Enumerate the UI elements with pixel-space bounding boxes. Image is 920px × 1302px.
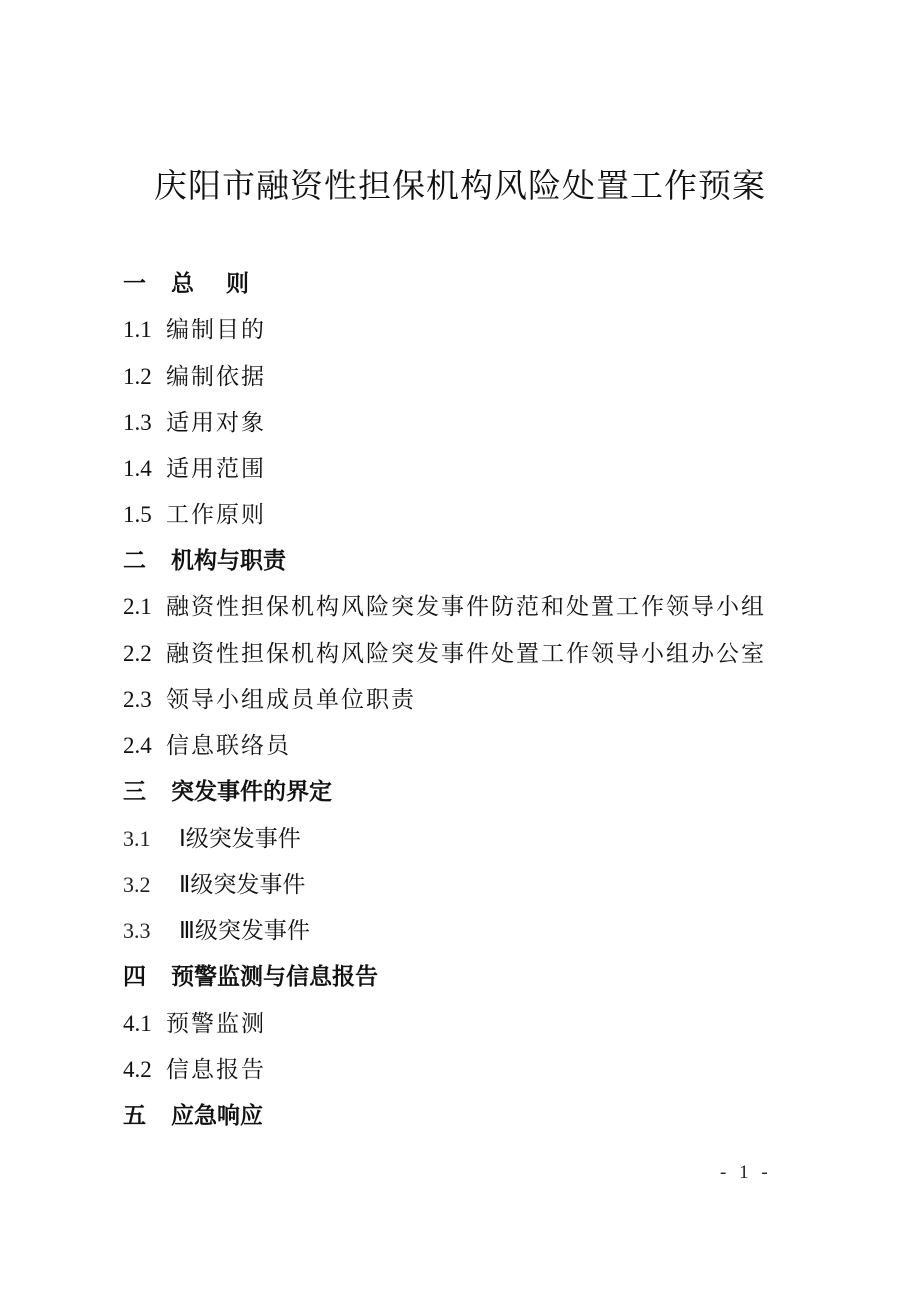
toc-item-2-4 (123, 728, 291, 764)
toc-item-text: 融资性担保机构风险突发事件处置工作领导小组办公室 (166, 641, 766, 667)
toc-item-text: 信息联络员 (166, 733, 291, 759)
toc-section-5 (123, 1098, 263, 1134)
page-number: - 1 - (720, 1162, 772, 1183)
toc-number: 3.2 (123, 872, 151, 897)
toc-item-text: 预警监测 (166, 1011, 266, 1037)
toc-item-text: 工作原则 (166, 502, 266, 528)
toc-heading: 预警监测与信息报告 (171, 964, 378, 990)
toc-heading: 总 则 (171, 271, 262, 297)
toc-item-1-4 (123, 451, 266, 487)
toc-item-3-1 (123, 821, 301, 857)
toc-item-4-1 (123, 1006, 266, 1042)
toc-item-text: Ⅲ级突发事件 (179, 918, 310, 944)
toc-number: 2.3 (123, 687, 152, 712)
toc-item-1-5 (123, 497, 266, 533)
toc-heading: 机构与职责 (171, 548, 286, 574)
toc-item-text: 信息报告 (166, 1057, 266, 1083)
document-title: 庆阳市融资性担保机构风险处置工作预案 (154, 166, 766, 205)
toc-number: 一 (123, 271, 146, 297)
toc-item-1-1 (123, 312, 266, 348)
toc-number: 四 (123, 964, 146, 990)
toc-number: 3.1 (123, 826, 151, 851)
toc-number: 2.2 (123, 641, 152, 666)
toc-item-2-3 (123, 682, 416, 718)
toc-item-1-2 (123, 359, 266, 395)
toc-heading: 突发事件的界定 (171, 779, 332, 805)
toc-number: 4.2 (123, 1057, 152, 1082)
toc-number: 2.1 (123, 594, 152, 619)
toc-item-2-2 (123, 636, 766, 672)
toc-item-2-1 (123, 589, 766, 625)
toc-item-text: 适用对象 (166, 410, 266, 436)
toc-item-text: 编制目的 (166, 317, 266, 343)
toc-section-4 (123, 959, 378, 995)
toc-item-text: 领导小组成员单位职责 (166, 687, 416, 713)
toc-section-3 (123, 774, 332, 810)
toc-item-text: 编制依据 (166, 364, 266, 390)
toc-number: 2.4 (123, 733, 152, 758)
toc-section-2 (123, 543, 286, 579)
toc-item-3-3 (123, 913, 310, 949)
toc-item-4-2 (123, 1052, 266, 1088)
toc-number: 三 (123, 779, 146, 805)
toc-item-3-2 (123, 867, 305, 903)
toc-item-text: 适用范围 (166, 456, 266, 482)
toc-item-text: 融资性担保机构风险突发事件防范和处置工作领导小组 (166, 594, 766, 620)
toc-heading: 应急响应 (171, 1103, 263, 1129)
toc-number: 1.2 (123, 364, 152, 389)
toc-number: 1.4 (123, 456, 152, 481)
toc-number: 五 (123, 1103, 146, 1129)
toc-item-text: Ⅱ级突发事件 (179, 872, 306, 898)
toc-item-text: Ⅰ级突发事件 (179, 826, 301, 852)
toc-number: 1.5 (123, 502, 152, 527)
toc-number: 1.1 (123, 317, 152, 342)
toc-number: 二 (123, 548, 146, 574)
toc-section-1 (123, 266, 261, 302)
toc-number: 1.3 (123, 410, 152, 435)
toc-number: 4.1 (123, 1011, 152, 1036)
toc-item-1-3 (123, 405, 266, 441)
toc-number: 3.3 (123, 918, 151, 943)
